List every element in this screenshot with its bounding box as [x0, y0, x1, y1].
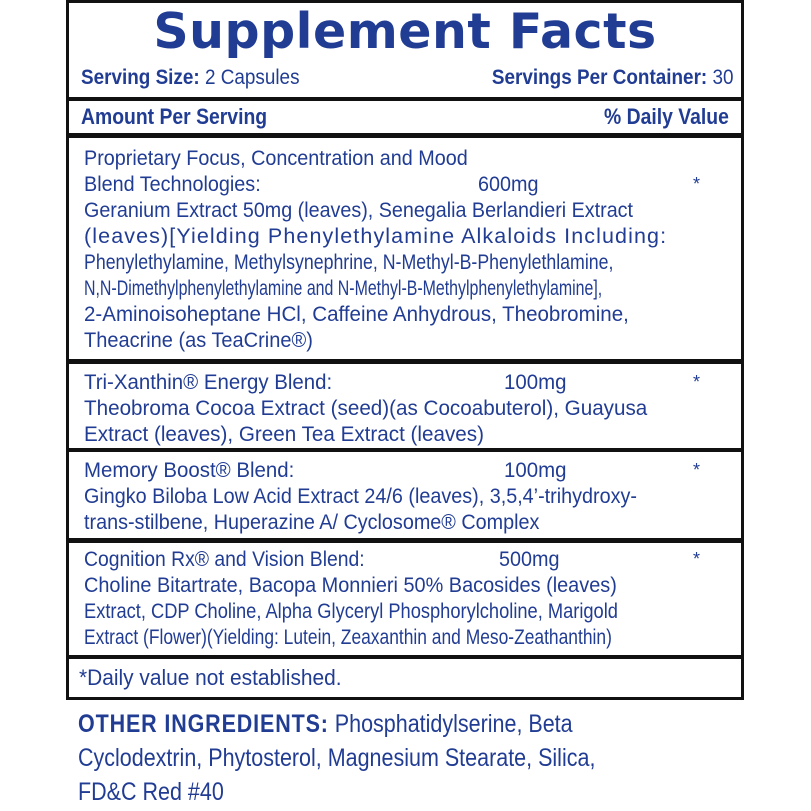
ingredient-line: Gingko Biloba Low Acid Extract 24/6 (leaves), 3,5,4’-trihydroxy-: [84, 484, 637, 508]
divider: [69, 133, 741, 138]
ingredient-line: trans-stilbene, Huperazine A/ Cyclosome® Complex: [84, 510, 540, 534]
divider: [69, 538, 741, 543]
blend-amount: 100mg: [504, 458, 567, 482]
daily-value-footnote: *Daily value not established.: [79, 665, 342, 690]
ingredient-line: N,N-Dimethylphenylethylamine and N-Methyl-B-Methylphenylethylamine],: [84, 276, 603, 300]
ingredient-line: Theobroma Cocoa Extract (seed)(as Cocoabuterol), Guayusa: [84, 396, 648, 420]
ingredient-line: Extract, CDP Choline, Alpha Glyceryl Phosphorylcholine, Marigold: [84, 599, 618, 623]
divider: [69, 655, 741, 659]
blend-row-cognition-rx: [84, 546, 733, 650]
blend-name-line1: Proprietary Focus, Concentration and Mood: [84, 146, 468, 170]
panel-title: Supplement Facts: [153, 3, 657, 60]
blend-amount: 100mg: [504, 370, 567, 394]
blend-amount: 600mg: [478, 172, 539, 196]
divider: [69, 448, 741, 452]
amount-per-serving-header: Amount Per Serving: [81, 104, 268, 129]
ingredient-line: Choline Bitartrate, Bacopa Monnieri 50% Bacosides (leaves): [84, 573, 617, 597]
daily-value-header: % Daily Value: [604, 104, 729, 129]
ingredient-line: 2-Aminoisoheptane HCl, Caffeine Anhydrous, Theobromine,: [84, 302, 629, 326]
ingredient-line: (leaves)[Yielding Phenylethylamine Alkaloids Including:: [84, 224, 668, 248]
blend-name: Blend Technologies:: [84, 172, 261, 196]
daily-value-mark: *: [693, 549, 701, 569]
blend-name: Tri-Xanthin® Energy Blend:: [84, 370, 333, 394]
column-header-row: [81, 101, 729, 133]
daily-value-mark: *: [693, 372, 701, 392]
ingredient-line: Extract (Flower)(Yielding: Lutein, Zeaxanthin and Meso-Zeathanthin): [84, 625, 612, 649]
blend-row-tri-xanthin: [84, 369, 733, 447]
supplement-facts-panel: [66, 0, 744, 700]
serving-size: Serving Size: 2 Capsules: [81, 66, 300, 89]
servings-per-container: Servings Per Container: 30: [491, 66, 734, 89]
other-ingredients-line: FD&C Red #40: [78, 778, 224, 806]
blend-name: Cognition Rx® and Vision Blend:: [84, 547, 365, 571]
blend-name: Memory Boost® Blend:: [84, 458, 295, 482]
other-ingredients-line: Cyclodextrin, Phytosterol, Magnesium Stearate, Silica,: [78, 744, 596, 772]
ingredient-line: Phenylethylamine, Methylsynephrine, N-Methyl-B-Phenylethlamine,: [84, 250, 614, 274]
other-ingredients-line: OTHER INGREDIENTS: Phosphatidylserine, Beta: [78, 710, 573, 738]
blend-amount: 500mg: [499, 547, 560, 571]
daily-value-mark: *: [693, 460, 701, 480]
blend-row-memory-boost: [84, 457, 733, 535]
ingredient-line: Extract (leaves), Green Tea Extract (leaves): [84, 422, 484, 446]
divider: [69, 359, 741, 364]
daily-value-mark: *: [693, 174, 701, 194]
blend-row-focus: [84, 145, 733, 353]
other-ingredients: [78, 707, 758, 809]
ingredient-line: Theacrine (as TeaCrine®): [84, 328, 313, 352]
ingredient-line: Geranium Extract 50mg (leaves), Senegalia Berlandieri Extract: [84, 198, 633, 222]
other-ingredients-label: OTHER INGREDIENTS:: [78, 710, 329, 738]
serving-info: [81, 61, 734, 95]
